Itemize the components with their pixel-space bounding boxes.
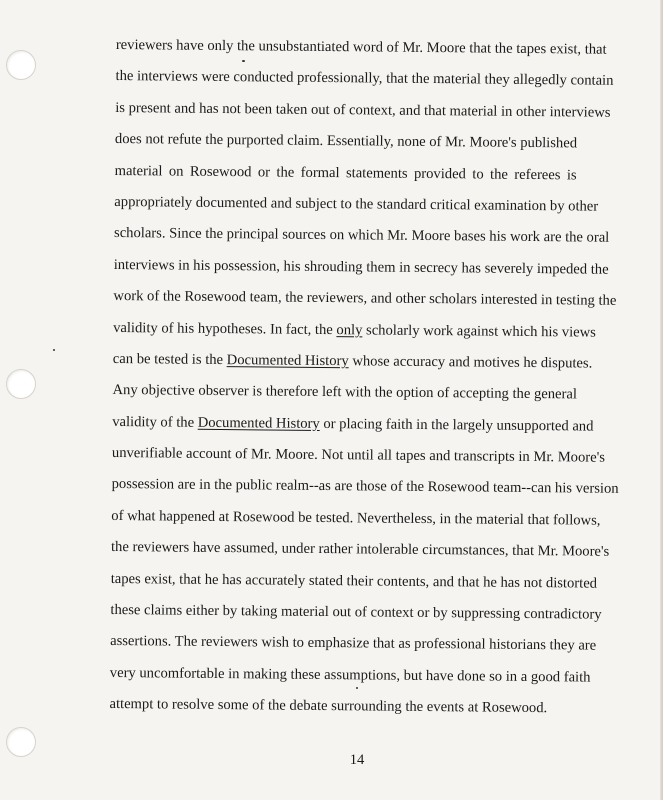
text-line <box>115 124 577 160</box>
underlined-text: Documented History <box>226 351 349 370</box>
text-line <box>110 532 610 568</box>
text-line <box>113 250 609 286</box>
text-segment: validity of the <box>112 413 198 431</box>
text-segment: of what happened at Rosewood be tested. Nevertheless, in the material that follows, <box>111 507 601 529</box>
text-segment: appropriately documented and subject to the standard critical examination by other <box>114 193 599 215</box>
text-line <box>112 344 593 380</box>
text-line <box>113 281 617 317</box>
text-segment: the interviews were conducted professionally, that the material they allegedly contain <box>115 68 614 90</box>
punch-hole-middle <box>6 369 36 399</box>
text-segment: these claims either by taking material out of context or by suppressing contradictory <box>110 602 602 623</box>
text-segment: scholarly work against which his views <box>362 321 596 341</box>
punch-hole-bottom <box>6 727 36 757</box>
text-line <box>109 689 571 725</box>
text-segment: scholars. Since the principal sources on which Mr. Moore bases his work are the oral <box>113 225 610 247</box>
text-line <box>110 564 598 600</box>
text-line <box>115 61 614 97</box>
body-paragraph <box>109 30 619 725</box>
underlined-text: only <box>336 321 363 338</box>
text-line <box>110 595 602 631</box>
punch-hole-top <box>6 50 36 80</box>
text-segment: possession are in the public realm--as are those of the Rosewood team--can his version <box>111 476 619 498</box>
text-line <box>111 469 619 505</box>
text-line <box>113 218 610 254</box>
underlined-text: Documented History <box>197 414 320 432</box>
text-segment: unverifiable account of Mr. Moore. Not until all tapes and transcripts in Mr. Moore's <box>111 445 606 466</box>
text-segment: reviewers have only the unsubstantiated word of Mr. Moore that the tapes exist, that <box>115 36 607 58</box>
text-segment: whose accuracy and motives he disputes. <box>348 353 593 372</box>
text-segment: material on Rosewood or the formal statements provided to the referees is <box>114 162 577 183</box>
scan-speck <box>53 349 55 351</box>
text-line <box>111 438 606 474</box>
text-line <box>114 156 576 192</box>
text-line <box>111 501 601 537</box>
text-line <box>110 626 597 662</box>
text-segment: work of the Rosewood team, the reviewers, and other scholars interested in testing the <box>113 288 617 309</box>
text-line <box>115 30 607 66</box>
text-line <box>112 375 578 411</box>
text-segment: the reviewers have assumed, under rather intolerable circumstances, that Mr. Moore's <box>110 539 610 561</box>
text-line <box>112 407 594 443</box>
text-line <box>113 313 596 349</box>
text-line <box>115 93 611 129</box>
text-segment: can be tested is the <box>112 350 227 368</box>
text-line <box>114 187 599 223</box>
text-line <box>109 658 591 694</box>
text-segment: or placing faith in the largely unsupported and <box>319 415 594 435</box>
text-segment: Any objective observer is therefore left with the option of accepting the general <box>112 382 578 403</box>
text-segment: interviews in his possession, his shrouding them in secrecy has severely impeded the <box>113 256 609 278</box>
page-number: 14 <box>349 752 365 768</box>
text-segment: validity of his hypotheses. In fact, the <box>113 319 337 338</box>
text-segment: attempt to resolve some of the debate surrounding the events at Rosewood. <box>109 696 548 717</box>
text-segment: does not refute the purported claim. Essentially, none of Mr. Moore's published <box>114 131 578 152</box>
text-segment: very uncomfortable in making these assumptions, but have done so in a good faith <box>109 664 591 686</box>
text-segment: tapes exist, that he has accurately stated their contents, and that he has not distorted <box>110 570 598 592</box>
text-segment: is present and has not been taken out of context, and that material in other interviews <box>115 99 611 121</box>
text-segment: assertions. The reviewers wish to emphasize that as professional historians they are <box>110 633 597 655</box>
